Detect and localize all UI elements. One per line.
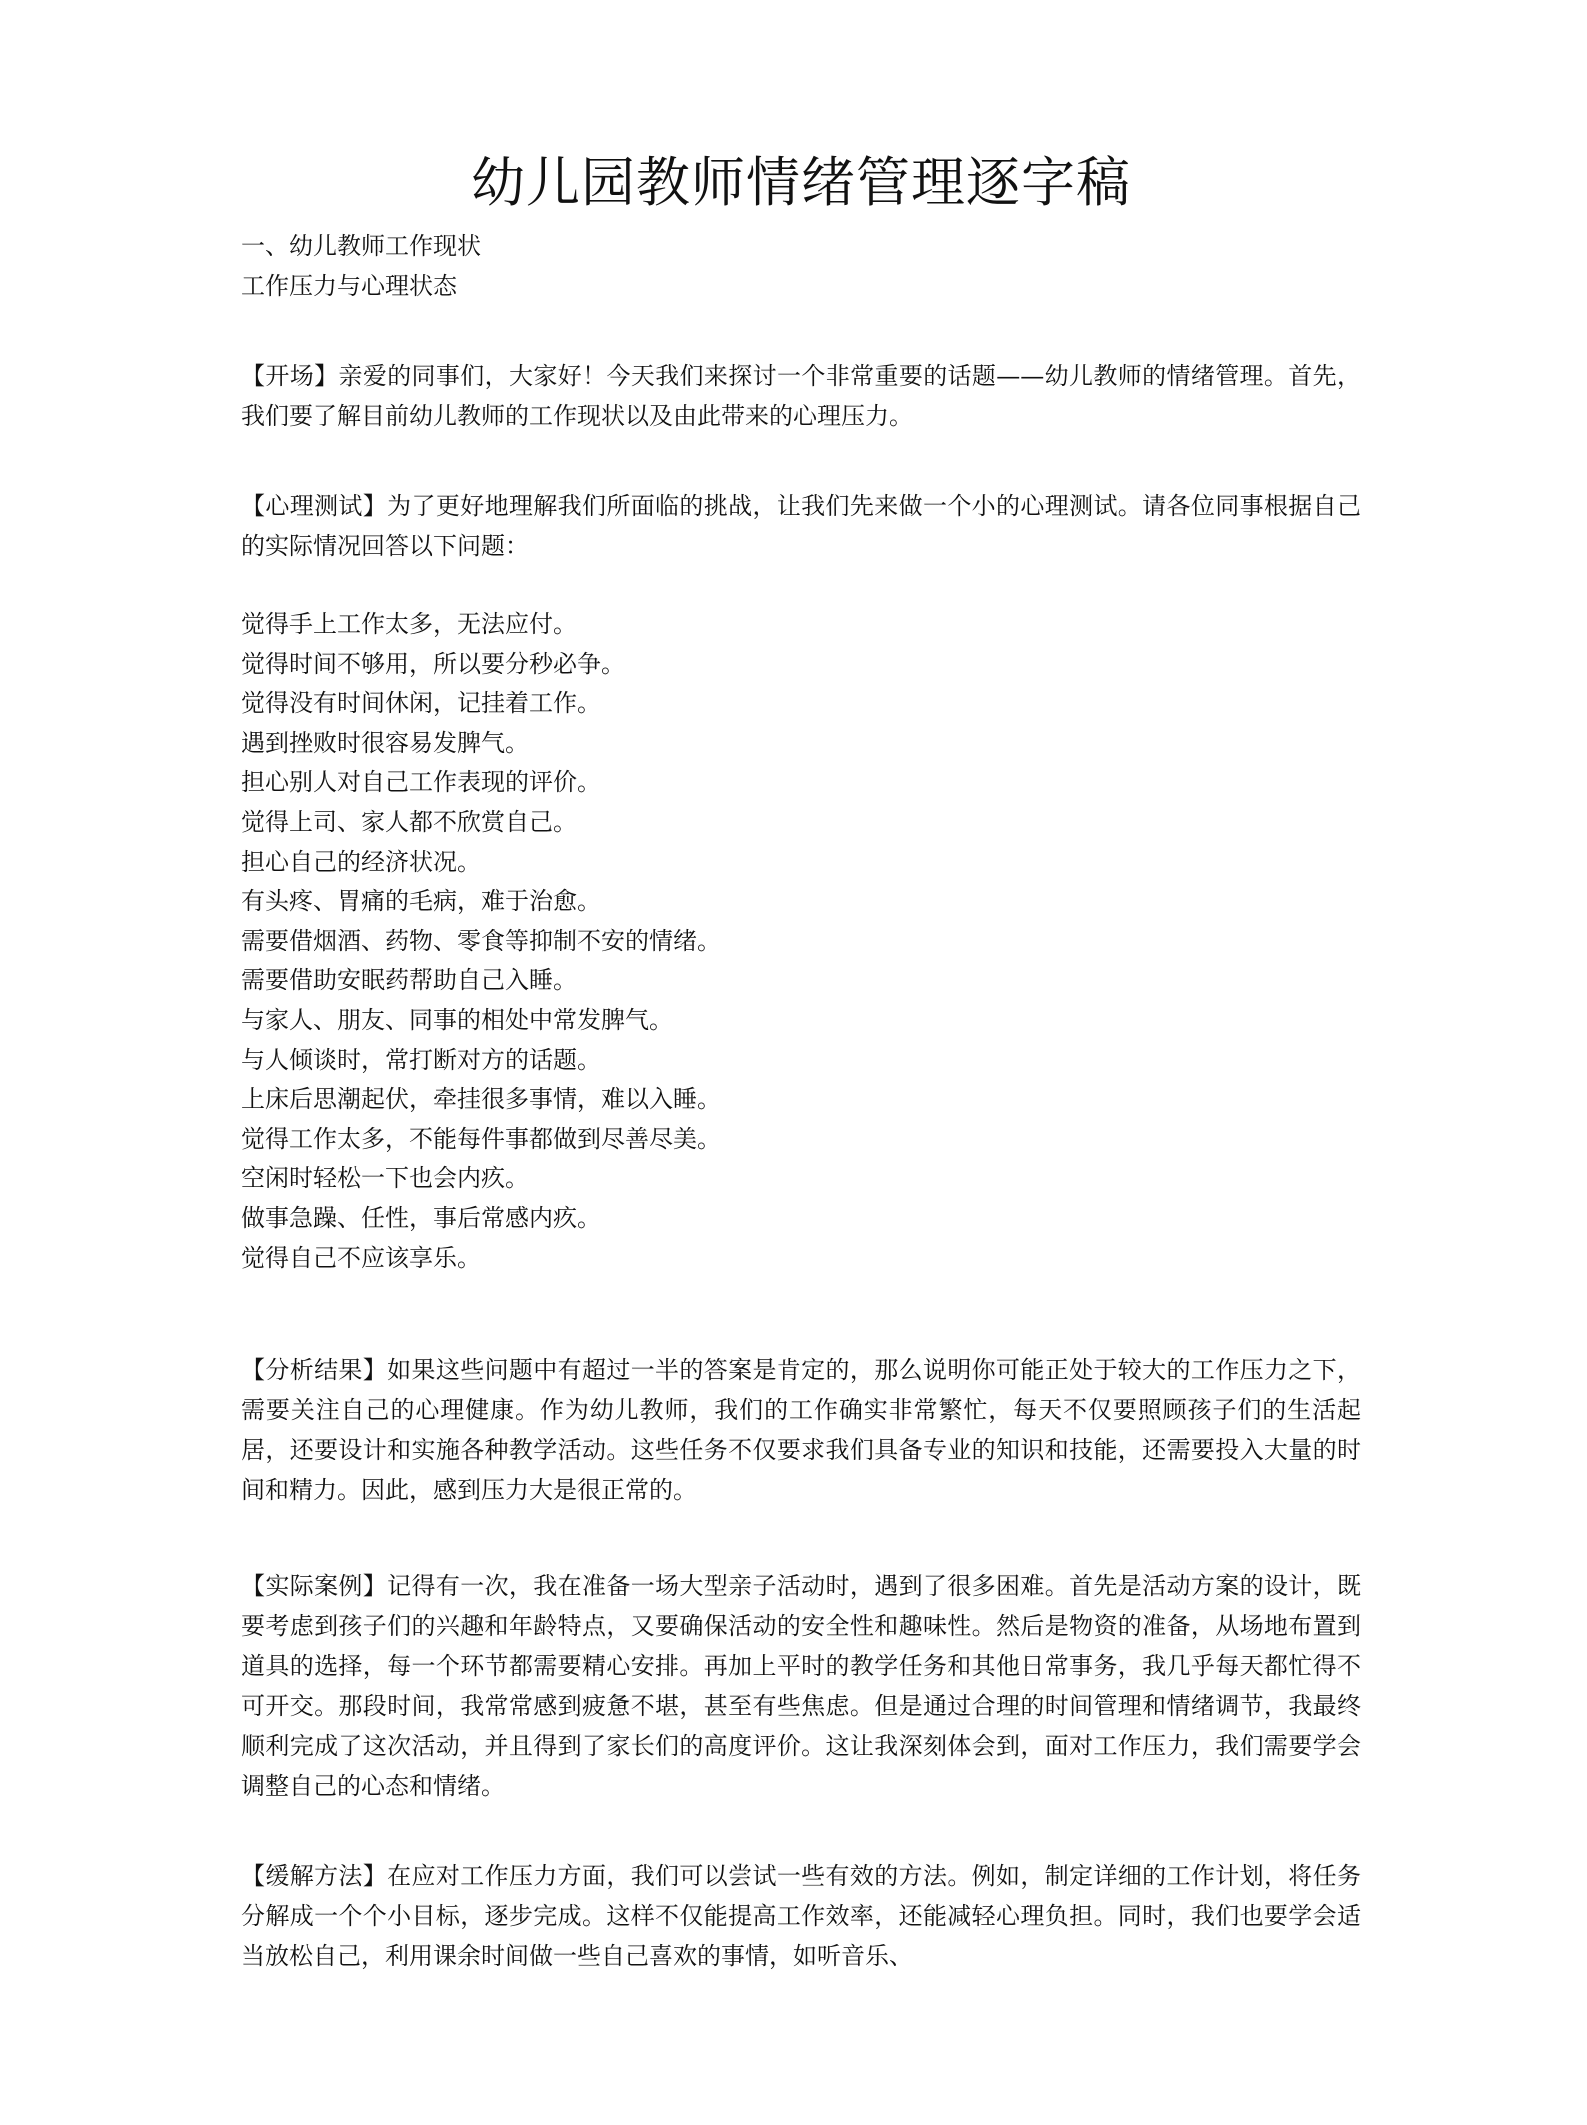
section-heading: 一、幼儿教师工作现状	[241, 232, 481, 260]
list-item: 做事急躁、任性，事后常感内疚。	[241, 1203, 601, 1232]
paragraph-tag: 【分析结果】	[241, 1356, 388, 1384]
paragraph-tag: 【缓解方法】	[241, 1862, 388, 1890]
paragraph-tag: 【心理测试】	[241, 492, 388, 520]
list-item: 需要借烟酒、药物、零食等抑制不安的情绪。	[241, 926, 721, 955]
paragraph-text: 亲爱的同事们，大家好！今天我们来探讨一个非常重要的话题——幼儿教师的情绪管理。首先，我们要了解目前幼儿教师的工作现状以及由此带来的心理压力。	[241, 362, 1362, 430]
list-item: 担心别人对自己工作表现的评价。	[241, 768, 601, 797]
list-item: 觉得自己不应该享乐。	[241, 1243, 481, 1272]
list-item: 遇到挫败时很容易发脾气。	[241, 728, 529, 757]
list-item: 与人倾谈时，常打断对方的话题。	[241, 1045, 601, 1074]
paragraph-text: 如果这些问题中有超过一半的答案是肯定的，那么说明你可能正处于较大的工作压力之下，需要关注自己的心理健康。作为幼儿教师，我们的工作确实非常繁忙，每天不仅要照顾孩子们的生活起居，还要设计和实施各种教学活动。这些任务不仅要求我们具备专业的知识和技能，还需要投入大量的时间和精力。因此，感到压力大是很正常的。	[241, 1356, 1362, 1504]
paragraph-text: 为了更好地理解我们所面临的挑战，让我们先来做一个小的心理测试。请各位同事根据自己的实际情况回答以下问题：	[241, 492, 1362, 560]
list-item: 觉得时间不够用，所以要分秒必争。	[241, 649, 625, 678]
list-item: 觉得手上工作太多，无法应付。	[241, 610, 577, 638]
list-item: 觉得上司、家人都不欣赏自己。	[241, 807, 577, 836]
paragraph-tag: 【开场】	[241, 362, 339, 390]
list-item: 上床后思潮起伏，牵挂很多事情，难以入睡。	[241, 1085, 721, 1114]
question-list	[241, 605, 721, 1278]
list-item: 需要借助安眠药帮助自己入睡。	[241, 966, 577, 995]
paragraph-tag: 【实际案例】	[241, 1572, 388, 1600]
paragraph-test	[241, 486, 1361, 566]
list-item: 与家人、朋友、同事的相处中常发脾气。	[241, 1005, 673, 1034]
paragraph-case	[241, 1566, 1361, 1806]
list-item: 觉得没有时间休闲，记挂着工作。	[241, 689, 601, 718]
paragraph-text: 在应对工作压力方面，我们可以尝试一些有效的方法。例如，制定详细的工作计划，将任务分解成一个个小目标，逐步完成。这样不仅能提高工作效率，还能减轻心理负担。同时，我们也要学会适当放松自己，利用课余时间做一些自己喜欢的事情，如听音乐、	[241, 1862, 1362, 1970]
paragraph-opening	[241, 356, 1361, 436]
list-item: 有头疼、胃痛的毛病，难于治愈。	[241, 887, 601, 916]
paragraph-relief	[241, 1856, 1361, 1976]
list-item: 担心自己的经济状况。	[241, 847, 481, 876]
paragraph-text: 记得有一次，我在准备一场大型亲子活动时，遇到了很多困难。首先是活动方案的设计，既要考虑到孩子们的兴趣和年龄特点，又要确保活动的安全性和趣味性。然后是物资的准备，从场地布置到道具的选择，每一个环节都需要精心安排。再加上平时的教学任务和其他日常事务，我几乎每天都忙得不可开交。那段时间，我常常感到疲惫不堪，甚至有些焦虑。但是通过合理的时间管理和情绪调节，我最终顺利完成了这次活动，并且得到了家长们的高度评价。这让我深刻体会到，面对工作压力，我们需要学会调整自己的心态和情绪。	[241, 1572, 1362, 1800]
subheading: 工作压力与心理状态	[241, 272, 457, 300]
list-item: 空闲时轻松一下也会内疚。	[241, 1164, 529, 1193]
list-item: 觉得工作太多，不能每件事都做到尽善尽美。	[241, 1124, 721, 1153]
document-title: 幼儿园教师情绪管理逐字稿	[471, 151, 1131, 214]
paragraph-analysis	[241, 1350, 1361, 1510]
